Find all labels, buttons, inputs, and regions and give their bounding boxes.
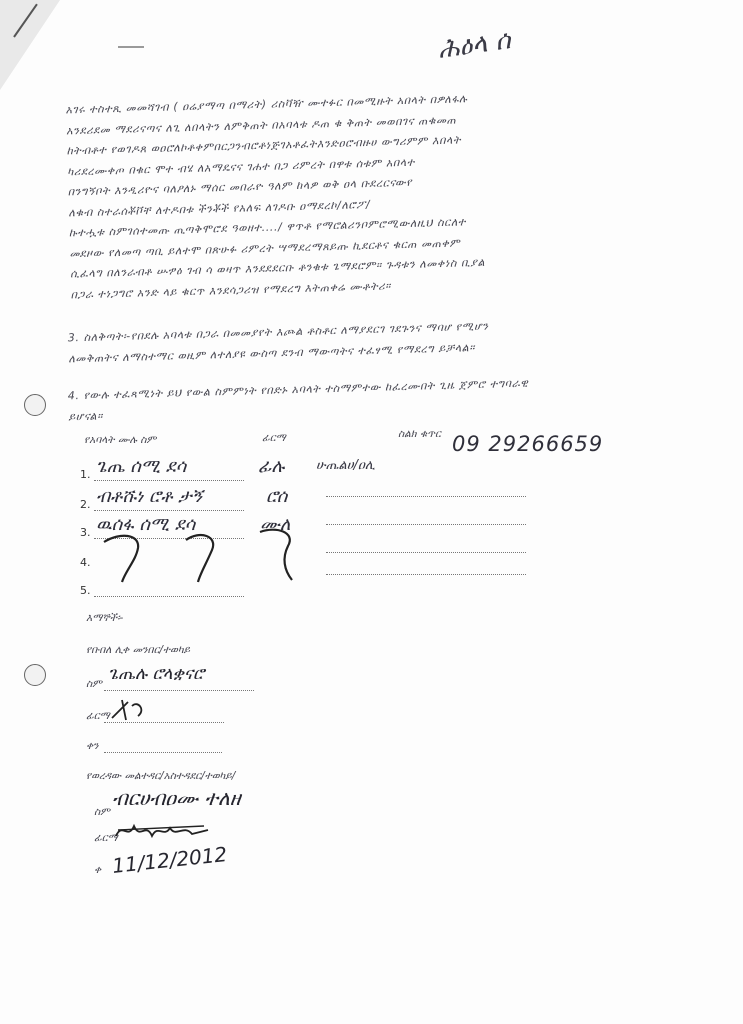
paragraph-line: መደዞው የለመጣ ጣቢ ይለተሞ በጽሁፉ ሪምረት ሣማደረማጸይጡ ኪደርቶና ቁርጠ መጠቀም xyxy=(69,235,461,260)
leader-signature-label: ፊርማ xyxy=(86,710,110,722)
member-signature: ሮሰ xyxy=(266,486,288,507)
leader-name-handwritten: ጌጤሉ ሮላቋናሮ xyxy=(108,664,205,684)
paragraph-line: ለቁብ ስተራሰቾቮቸ ለተዶበቱ ችንቾች የአለፍ ለገዶቡ ዐማደረኮ/ለሮፖ/ xyxy=(68,197,371,219)
row-number: 1. xyxy=(80,468,91,481)
paragraph-line: አገሩ ተስተጺ መመሻገብ ( ዐሬያማጣ በማሪት) ሪስቫዥ ሙተፉር በመሚዙት አበላት በዎለፋሉ xyxy=(65,92,468,117)
dotted-line xyxy=(104,722,224,723)
approver-date-label: ቀ xyxy=(94,864,102,876)
dotted-line xyxy=(94,510,244,511)
member-name: ዉሰፋ ሰሚ ደሳ xyxy=(96,514,196,535)
member-name: ጌጤ ሰሚ ደሳ xyxy=(96,456,187,477)
row-number: 2. xyxy=(80,498,91,511)
row-number: 5. xyxy=(80,584,91,597)
punch-hole-bottom xyxy=(24,664,46,686)
handwritten-scribble xyxy=(100,524,320,584)
paragraph-line: ኩተሗቱ ስምገሰተመጡ ጢጣቅሞሮደ ዓወዘተ..../ ዋጥቶ የማሮልሪንቦምሮሚውለዚህ ስርለተ xyxy=(68,215,467,240)
paragraph-line: በጋራ ተነጋግሮ አንድ ላይ ቁርጥ እንደሳጋሪዝ የማደረግ እትጠቀሬ ሙቶትሪ። xyxy=(70,278,392,301)
paragraph-line: በንግኝቦት እንዲሪዮና ባለዖለኑ ማሰር መበራዮ ዓለም ከላዎ ወቅ ዐላ ቡደረርናውየ xyxy=(67,175,413,199)
approver-date-handwritten: 11/12/2012 xyxy=(111,842,229,878)
paragraph-line: ከትብቶተ የወገዶጸ ወዐሮለኮቶቀምበርጋንብሮቶነጅገአቶፈትእንድዐሮብዙሀ ውግሪምም እበላት xyxy=(66,133,462,158)
dotted-line xyxy=(326,574,526,575)
dotted-line xyxy=(104,752,222,753)
dotted-line xyxy=(104,690,254,691)
approver-name-label: ስም xyxy=(94,806,110,818)
paragraph-line: 4. የውሉ ተፈጻሚነት ይህ የውል ስምምነት የበድኑ አባላት ተስማምተው ከፈረሙበት ጊዜ ጀምሮ ተግባራዊ xyxy=(67,376,529,403)
paragraph-line: ሲፈላግ በለንራብቶ ሡፇዕ ገብ ሳ ወዛጥ እንደደደርቡ ቶንቁቱ ጌማደሮም። ጉዳቱን ለመቀነስ ቢያል xyxy=(69,255,486,281)
dotted-line xyxy=(326,496,526,497)
member-name: ብቶሹነ ሮቶ ታኝ xyxy=(96,486,203,507)
paragraph-1 xyxy=(65,84,670,306)
column-header-signature: ፊርማ xyxy=(262,432,286,444)
leader-title: የቡበለ ሊቀ መንበር/ተወካይ xyxy=(86,644,190,656)
handwritten-title: ሕዕላ ሰ xyxy=(436,25,513,65)
leader-date-label: ቀን xyxy=(86,740,99,752)
approver-signature-mark xyxy=(112,818,212,844)
witnesses-label: እማኞች፡- xyxy=(86,612,124,624)
row-number: 4. xyxy=(80,556,91,569)
leader-name-label: ስም xyxy=(86,678,102,690)
approver-name-handwritten: ብርሀብዐሙ ተለዘ xyxy=(112,786,241,810)
member-signature: ፊሉ xyxy=(258,456,285,477)
column-header-name: የአባላት ሙሉ ስም xyxy=(84,434,157,446)
stray-mark xyxy=(118,46,144,48)
paragraph-3-penalty xyxy=(68,312,669,370)
paragraph-line: 3. ስለቅጣት፡-የበደሉ አባላቱ በጋራ በመመያየት እጮል ቶስቶር ለማያደርገ ገደጉንና ማባሆ የሚሆን xyxy=(67,319,489,345)
approver-title: የወረዳው መልተዳር/አስተዳደር/ተወካይ/ xyxy=(86,770,236,782)
row-number: 3. xyxy=(80,526,91,539)
member-extra: ሁጤልሀ/ዐሊ xyxy=(316,458,375,473)
approver-signature-label: ፊርማ xyxy=(94,832,118,844)
member-row xyxy=(80,486,640,516)
handwritten-phone-number: 09 29266659 xyxy=(452,432,604,456)
dotted-line xyxy=(94,480,244,481)
paragraph-line: አንደሪደመ ማደሪናጣና ለጊ ለበላትን ለምቅጠት በአባላቱ ዶጠ ቁ ቅጠት መወበገና ጠቁመጠ xyxy=(65,113,457,137)
member-row xyxy=(80,456,640,486)
column-header-phone: ስልክ ቁጥር xyxy=(398,428,441,440)
paragraph-line: ለመቅጠትና ለማስተማር ወዚም ለተለያዩ ውስጣ ደንብ ማውጣትና ተፈፃሚ የማደረግ ይቻላል። xyxy=(68,340,476,365)
paragraph-line: ይሆናል። xyxy=(68,408,104,423)
paragraph-line: ካሪደረሙቀጦ በቁር ሞተ ብሄ ለአማዴናና ገሐተ በጋ ሪምረት በዋቱ ሰቱም አበላተ xyxy=(67,155,415,178)
member-signature: ሙለ xyxy=(260,514,291,535)
paragraph-4-validity xyxy=(68,370,669,428)
punch-hole-top xyxy=(24,394,46,416)
leader-signature-mark xyxy=(108,696,168,724)
dotted-line xyxy=(94,596,244,597)
dotted-line xyxy=(326,552,526,553)
dotted-line xyxy=(326,524,526,525)
